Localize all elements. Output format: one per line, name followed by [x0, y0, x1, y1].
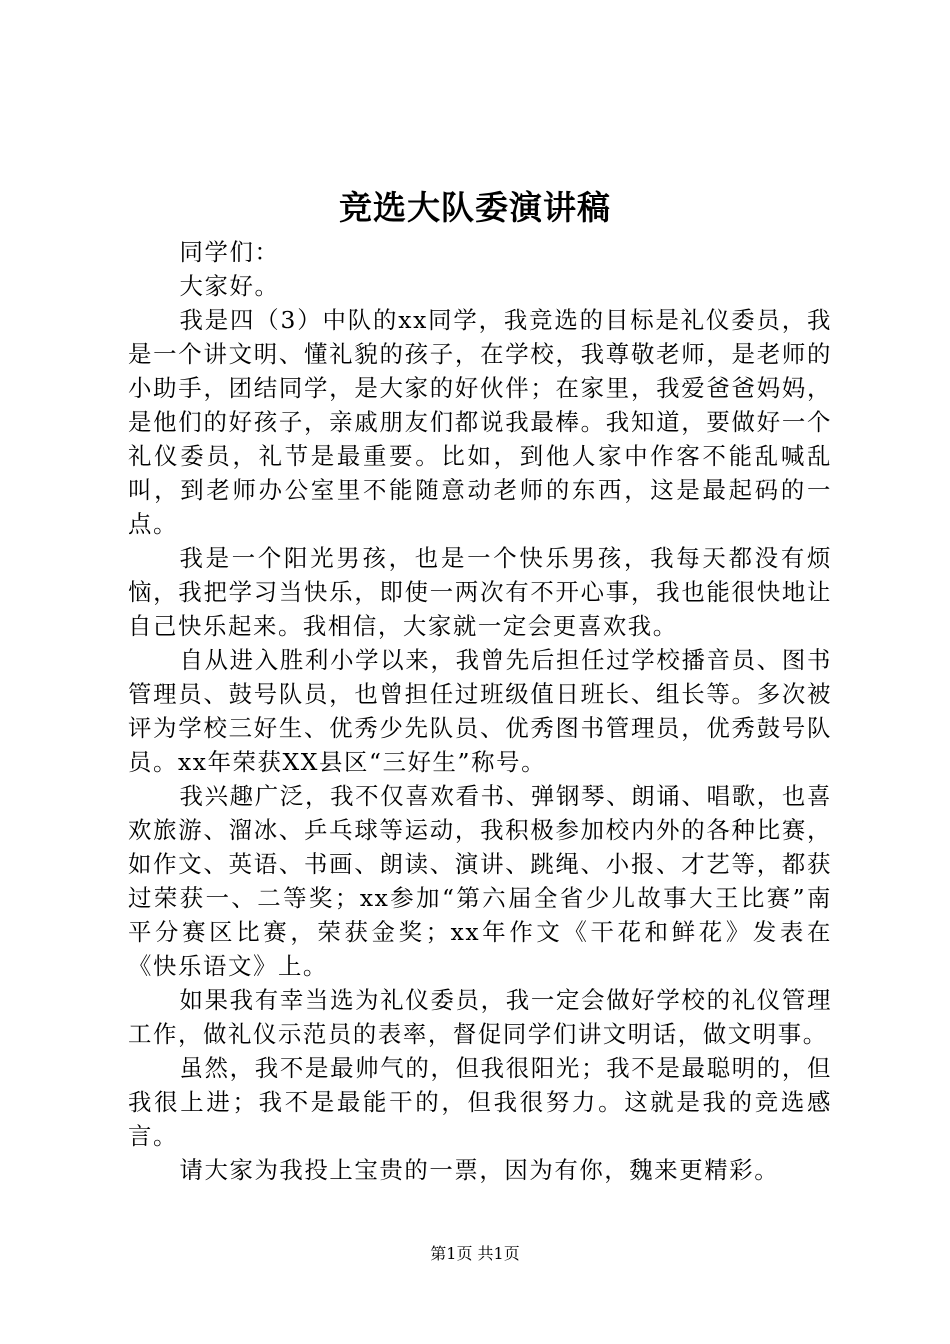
paragraph-reflection: 虽然，我不是最帅气的，但我很阳光；我不是最聪明的，但我很上进；我不是最能干的，但我很努力。这就是我的竞选感言。 — [128, 1054, 832, 1150]
paragraph-introduction: 我是四（3）中队的xx同学，我竞选的目标是礼仪委员，我是一个讲文明、懂礼貌的孩子，在学校，我尊敬老师，是老师的小助手，团结同学，是大家的好伙伴；在家里，我爱爸爸妈妈，是他们的好孩子，亲戚朋友们都说我最棒。我知道，要做好一个礼仪委员，礼节是最重要。比如，到他人家中作客不能乱喊乱叫，到老师办公室里不能随意动老师的东西，这是最起码的一点。 — [128, 306, 832, 538]
document-body — [128, 235, 832, 1187]
paragraph-interests: 我兴趣广泛，我不仅喜欢看书、弹钢琴、朗诵、唱歌，也喜欢旅游、溜冰、乒乓球等运动，我积极参加校内外的各种比赛，如作文、英语、书画、朗读、演讲、跳绳、小报、才艺等，都获过荣获一、二等奖；xx参加“第六届全省少儿故事大王比赛”南平分赛区比赛，荣获金奖；xx年作文《干花和鲜花》发表在《快乐语文》上。 — [128, 782, 832, 980]
paragraph-personality: 我是一个阳光男孩，也是一个快乐男孩，我每天都没有烦恼，我把学习当快乐，即使一两次有不开心事，我也能很快地让自己快乐起来。我相信，大家就一定会更喜欢我。 — [128, 544, 832, 640]
paragraph-experience: 自从进入胜利小学以来，我曾先后担任过学校播音员、图书管理员、鼓号队员，也曾担任过班级值日班长、组长等。多次被评为学校三好生、优秀少先队员、优秀图书管理员，优秀鼓号队员。xx年荣获XX县区“三好生”称号。 — [128, 646, 832, 776]
paragraph-promise: 如果我有幸当选为礼仪委员，我一定会做好学校的礼仪管理工作，做礼仪示范员的表率，督促同学们讲文明话，做文明事。 — [128, 986, 832, 1048]
paragraph-greeting: 同学们： — [179, 238, 280, 266]
paragraph-hello: 大家好。 — [179, 272, 280, 300]
page-number-footer: 第1页 共1页 — [430, 1244, 520, 1263]
paragraph-closing: 请大家为我投上宝贵的一票，因为有你，魏来更精彩。 — [179, 1156, 780, 1184]
document-title: 竞选大队委演讲稿 — [339, 188, 611, 227]
